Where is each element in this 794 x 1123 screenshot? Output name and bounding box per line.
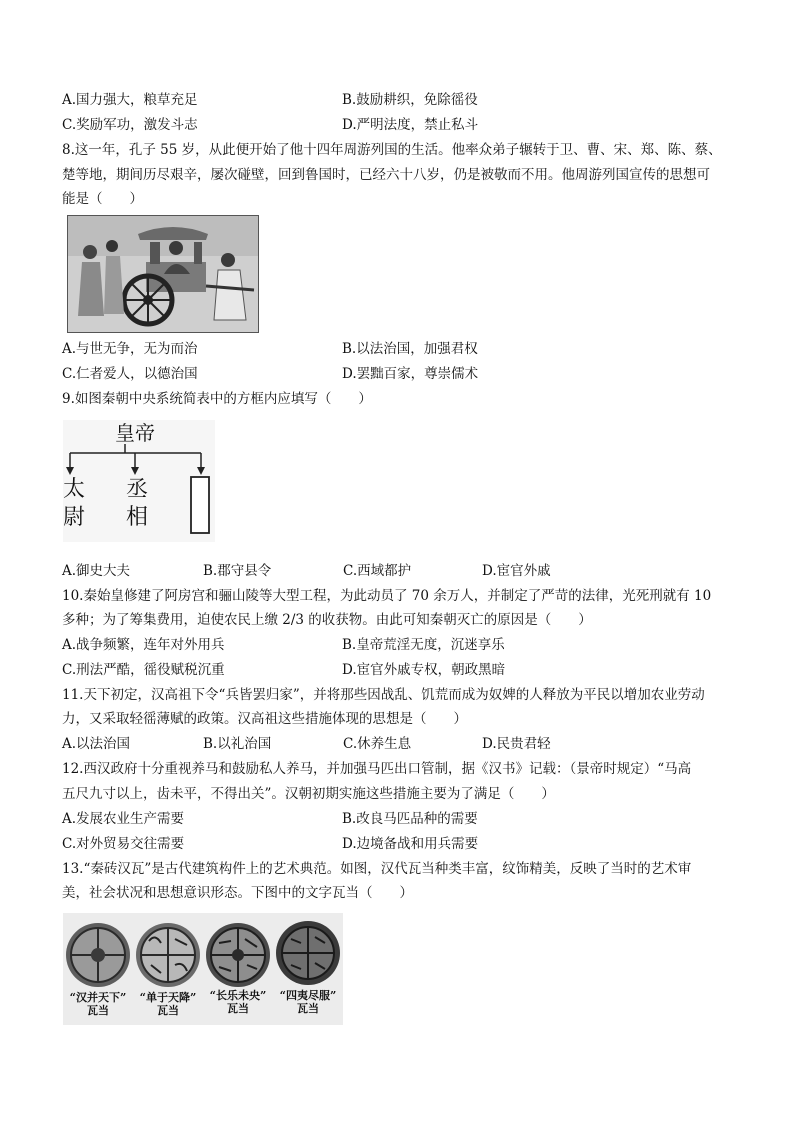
q13-stem-line-1: 13.“秦砖汉瓦”是古代建筑构件上的艺术典范。如图，汉代瓦当种类丰富，纹饰精美，反映了当时的艺术审	[62, 861, 692, 877]
caption-sub: 瓦当	[157, 1004, 179, 1017]
caption-title: “汉并天下”	[69, 991, 127, 1004]
q7-option-b: B.鼓励耕织，免除徭役	[342, 92, 478, 108]
q7-option-d: D.严明法度，禁止私斗	[342, 117, 479, 133]
q10-option-a: A.战争频繁，连年对外用兵	[62, 637, 225, 653]
q11-stem-line-1: 11.天下初定，汉高祖下令“兵皆罢归家”，并将那些因战乱、饥荒而成为奴婢的人释放为平民以增加农业劳动	[62, 687, 705, 703]
q7-option-a: A.国力强大，粮草充足	[62, 92, 198, 108]
q7-option-c: C.奖励军功，激发斗志	[62, 117, 198, 133]
q11-option-b: B.以礼治国	[203, 736, 272, 752]
caption-sub: 瓦当	[227, 1002, 249, 1015]
han-eave-tiles-figure	[63, 913, 343, 1025]
q9-option-d: D.宦官外戚	[482, 563, 551, 579]
caption-title: “四夷尽服”	[279, 989, 337, 1002]
q10-stem-line-1: 10.秦始皇修建了阿房宫和骊山陵等大型工程，为此动员了 70 余万人，并制定了严苛的法律，光死刑就有 10	[62, 588, 712, 604]
q9-option-a: A.御史大夫	[62, 563, 131, 579]
diagram-emperor: 皇帝	[115, 421, 155, 445]
diagram-chengxiang-1: 丞	[126, 477, 149, 502]
q8-option-b: B.以法治国，加强君权	[342, 341, 478, 357]
q9-option-c: C.西域都护	[343, 563, 412, 579]
q8-option-d: D.罢黜百家，尊崇儒术	[342, 366, 479, 382]
q12-option-b: B.改良马匹品种的需要	[342, 811, 478, 827]
caption-siyijinfu	[273, 989, 343, 1015]
q8-option-c: C.仁者爱人，以德治国	[62, 366, 198, 382]
diagram-taiwei-1: 太	[63, 477, 86, 502]
diagram-chengxiang-2: 相	[126, 505, 149, 530]
q10-option-d: D.宦官外戚专权，朝政黑暗	[342, 662, 506, 678]
caption-hanbingtianxia	[63, 991, 133, 1017]
q11-option-d: D.民贵君轻	[482, 736, 551, 752]
diagram-blank-box	[192, 478, 208, 532]
q8-stem-line-2: 楚等地，期间历尽艰辛，屡次碰壁，回到鲁国时，已经六十八岁，仍是被敬而不用。他周游列国宣传的思想可	[62, 167, 710, 183]
caption-sub: 瓦当	[87, 1004, 109, 1017]
caption-title: “单于天降”	[139, 991, 197, 1004]
qin-central-system-diagram	[63, 420, 215, 542]
q12-option-d: D.边境备战和用兵需要	[342, 836, 479, 852]
q9-option-b: B.郡守县令	[203, 563, 272, 579]
q8-stem-line-3: 能是（ ）	[62, 191, 143, 207]
caption-chanyutianjiang	[133, 991, 203, 1017]
confucius-chariot-illustration	[68, 216, 258, 332]
q10-option-b: B.皇帝荒淫无度，沉迷享乐	[342, 637, 505, 653]
q12-option-a: A.发展农业生产需要	[62, 811, 185, 827]
q11-option-c: C.休养生息	[343, 736, 412, 752]
q8-stem-line-1: 8.这一年，孔子 55 岁，从此便开始了他十四年周游列国的生活。他率众弟子辗转于卫、曹、宋、郑、陈、蔡、	[62, 142, 722, 158]
q12-stem-line-1: 12.西汉政府十分重视养马和鼓励私人养马，并加强马匹出口管制，据《汉书》记载：（景帝时规定）“马高	[62, 761, 692, 777]
caption-sub: 瓦当	[297, 1002, 319, 1015]
q8-option-a: A.与世无争，无为而治	[62, 341, 198, 357]
q12-option-c: C.对外贸易交往需要	[62, 836, 185, 852]
q11-option-a: A.以法治国	[62, 736, 131, 752]
q10-stem-line-2: 多种；为了筹集费用，迫使农民上缴 2/3 的收获物。由此可知秦朝灭亡的原因是（ ）	[62, 612, 592, 628]
q9-stem: 9.如图秦朝中央系统简表中的方框内应填写（ ）	[62, 391, 372, 407]
q10-option-c: C.刑法严酷，徭役赋税沉重	[62, 662, 225, 678]
q12-stem-line-2: 五尺九寸以上，齿未平，不得出关”。汉朝初期实施这些措施主要为了满足（ ）	[62, 786, 555, 802]
q13-stem-line-2: 美，社会状况和思想意识形态。下图中的文字瓦当（ ）	[62, 885, 413, 901]
confucius-travel-image	[67, 215, 259, 333]
caption-title: “长乐未央”	[209, 989, 267, 1002]
q11-stem-line-2: 力，又采取轻徭薄赋的政策。汉高祖这些措施体现的思想是（ ）	[62, 711, 467, 727]
diagram-taiwei-2: 尉	[63, 505, 86, 530]
caption-changleweiyang	[203, 989, 273, 1015]
